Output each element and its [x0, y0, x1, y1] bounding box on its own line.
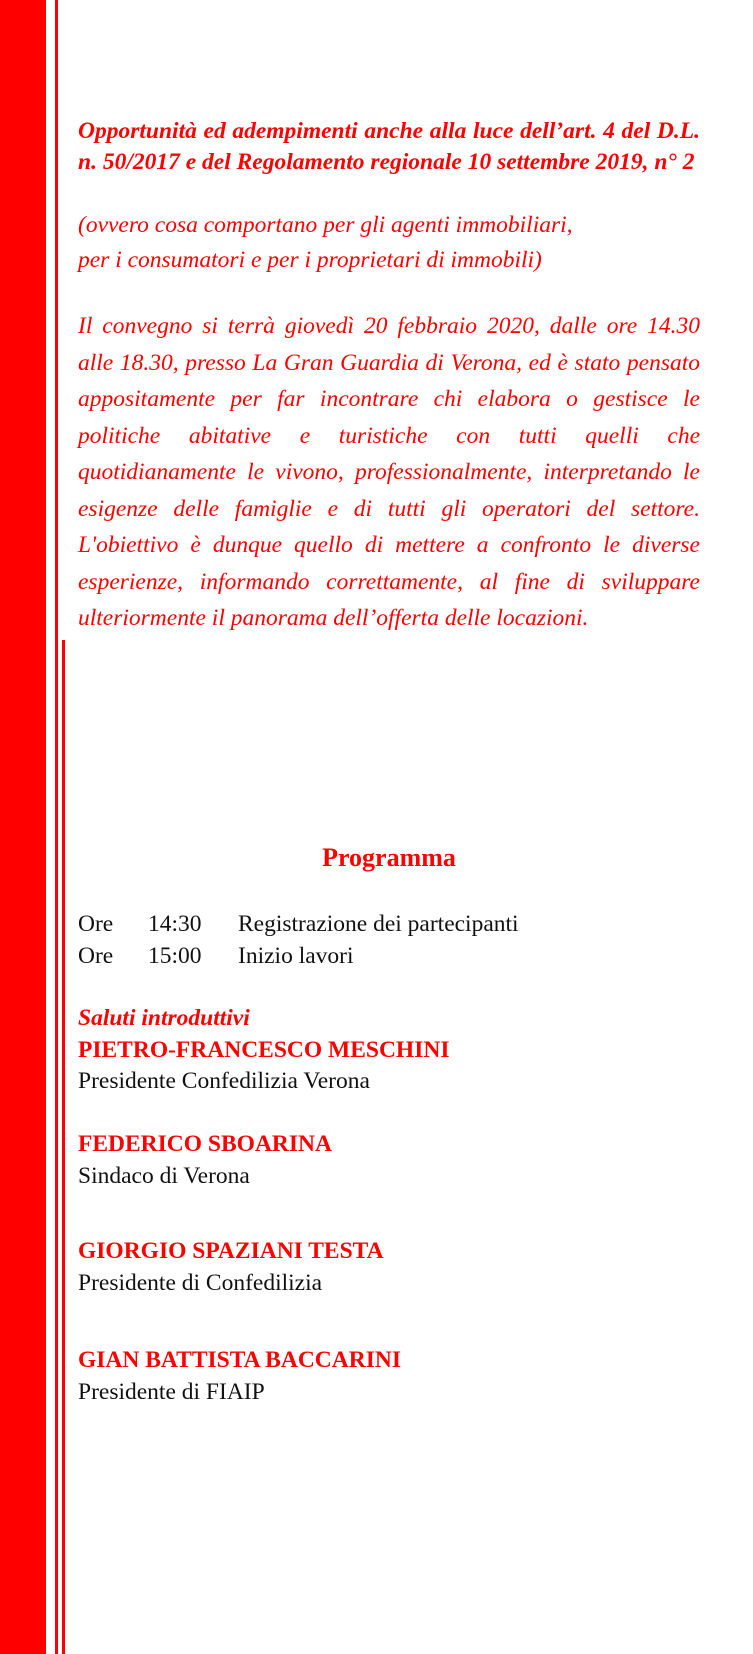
- header-section: [78, 116, 700, 637]
- schedule-activity: Inizio lavori: [238, 943, 354, 969]
- speaker-role: Presidente di FIAIP: [78, 1378, 265, 1405]
- document-title: Opportunità ed adempimenti anche alla luce dell’art. 4 del D.L. n. 50/2017 e del Regolamento regionale 10 settembre 2019, n° 2: [78, 118, 700, 175]
- greetings-label: Saluti introduttivi: [78, 1005, 250, 1031]
- schedule-row: [78, 940, 519, 972]
- greetings-block: [78, 1003, 700, 1098]
- speaker-role: Sindaco di Verona: [78, 1162, 250, 1189]
- intro-paragraph: Il convegno si terrà giovedì 20 febbraio 2020, dalle ore 14.30 alle 18.30, presso La Gran Guardia di Verona, ed è stato pensato appositamente per far incontrare chi elabora o gestisce le politiche abitative e turistiche con tutti quelli che quotidianamente le vivono, professionalmente, interpretando le esigenze delle famiglie e di tutti gli operatori del settore. L'obiettivo è dunque quello di mettere a confronto le diverse esperienze, informando correttamente, al fine di sviluppare ulteriormente il panorama dell’offerta delle locazioni.: [78, 313, 700, 631]
- schedule-label: Ore: [78, 911, 114, 937]
- speaker-block: [78, 1345, 700, 1408]
- schedule-time: 15:00: [148, 943, 202, 969]
- speaker-role: Presidente Confedilizia Verona: [78, 1068, 370, 1094]
- speaker-role: Presidente di Confedilizia: [78, 1269, 323, 1296]
- inner-red-rule-line: [62, 640, 65, 1654]
- left-red-rule-line: [55, 0, 58, 1654]
- schedule-activity: Registrazione dei partecipanti: [238, 911, 519, 937]
- speaker-block: [78, 1236, 700, 1299]
- subtitle-line-2: per i consumatori e per i proprietari di immobili): [78, 247, 542, 273]
- speaker-name: FEDERICO SBOARINA: [78, 1131, 332, 1157]
- subtitle-line-1: (ovvero cosa comportano per gli agenti immobiliari,: [78, 212, 573, 238]
- schedule-label: Ore: [78, 943, 114, 969]
- speaker-block: [78, 1129, 700, 1192]
- speaker-name: GIORGIO SPAZIANI TESTA: [78, 1238, 384, 1264]
- left-red-band: [0, 0, 46, 1654]
- document-subtitle: [78, 208, 700, 278]
- speaker-name: PIETRO-FRANCESCO MESCHINI: [78, 1036, 450, 1063]
- schedule-row: [78, 908, 519, 940]
- program-heading: Programma: [322, 843, 456, 872]
- schedule-list: [78, 908, 519, 972]
- speaker-name: GIAN BATTISTA BACCARINI: [78, 1347, 401, 1373]
- schedule-time: 14:30: [148, 911, 202, 937]
